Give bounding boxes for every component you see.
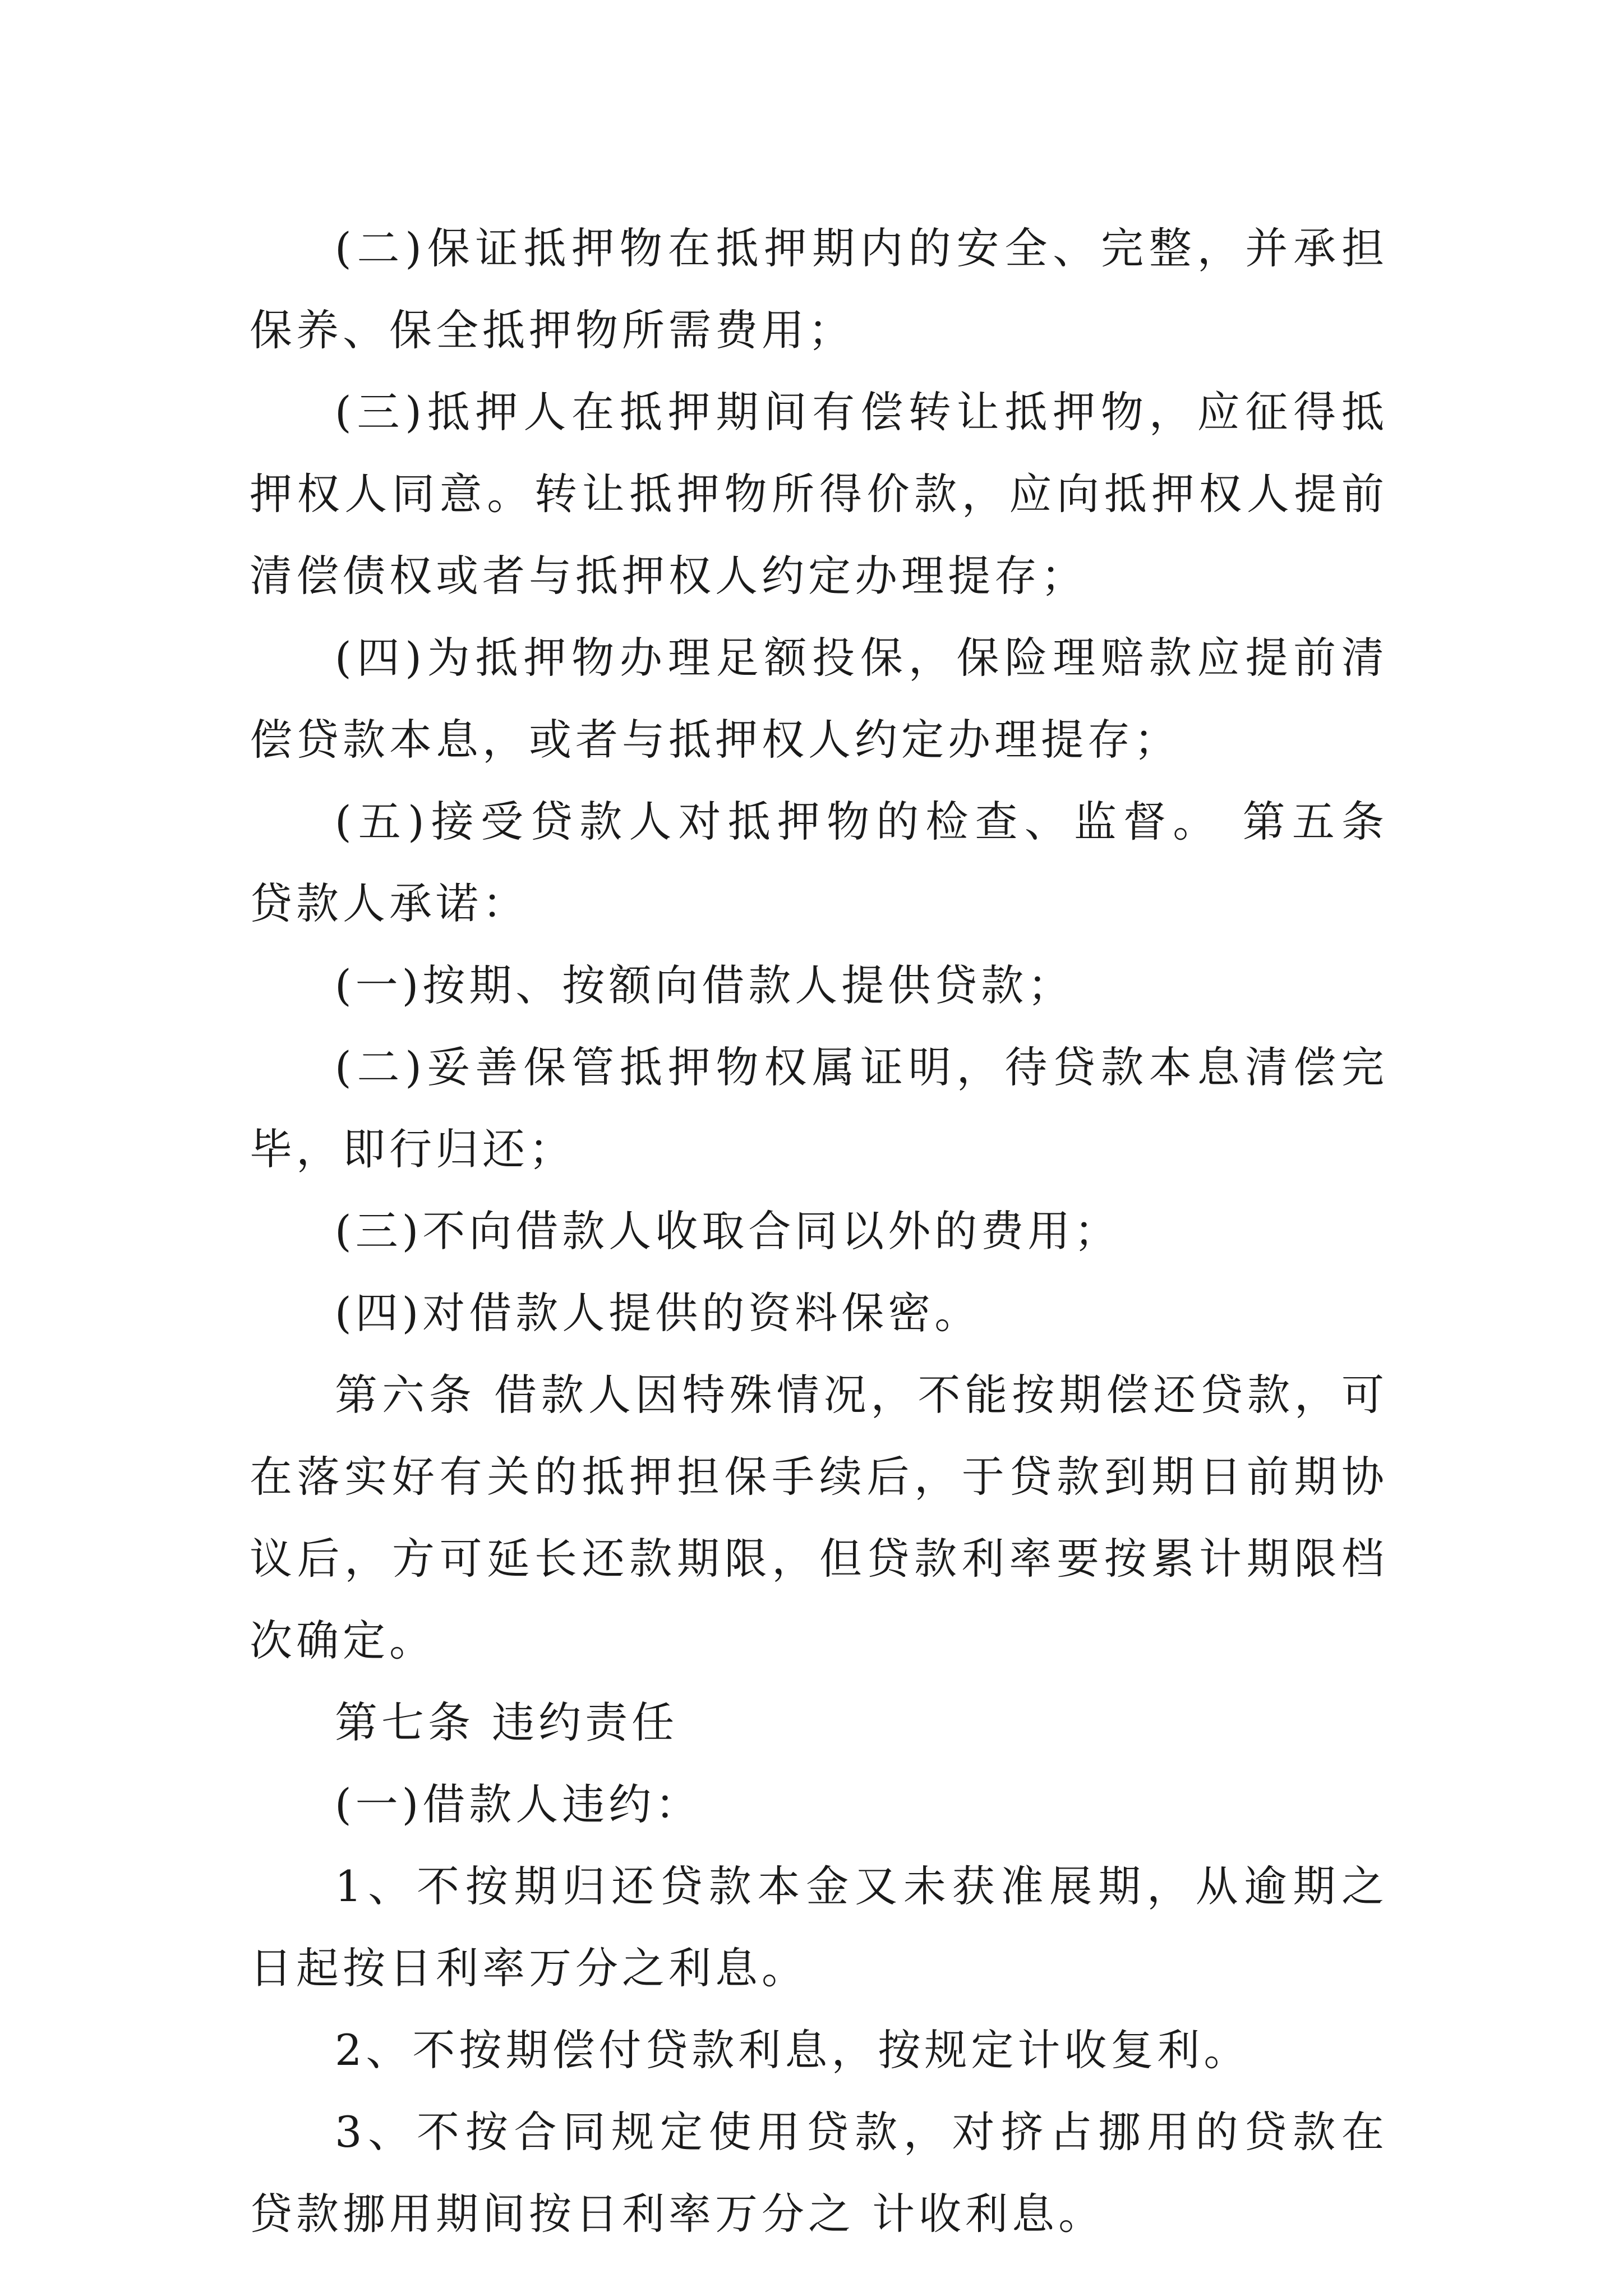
paragraph-article-7-clause-3: 3、不按合同规定使用贷款，对挤占挪用的贷款在贷款挪用期间按日利率万分之 计收利息。 xyxy=(250,2107,1388,2239)
paragraph-article-4-item-5: (五)接受贷款人对抵押物的检查、监督。 第五条 贷款人承诺： xyxy=(250,797,1388,928)
paragraph-article-7-clause-2: 2、不按期偿付贷款利息，按规定计收复利。 xyxy=(335,2025,1251,2075)
paragraph-article-5-item-3: (三)不向借款人收取合同以外的费用； xyxy=(335,1206,1121,1256)
paragraph-article-5-item-4: (四)对借款人提供的资料保密。 xyxy=(335,1288,981,1338)
heading-article-7: 第七条 违约责任 xyxy=(335,1697,679,1747)
paragraph-article-7-item-1: (一)借款人违约： xyxy=(335,1779,702,1829)
paragraph-article-6: 第六条 借款人因特殊情况，不能按期偿还贷款，可在落实好有关的抵押担保手续后，于贷款到期日前期协议后，方可延长还款期限，但贷款利率要按累计期限档次确定。 xyxy=(250,1370,1388,1665)
paragraph-article-4-item-2: (二)保证抵押物在抵押期内的安全、完整，并承担保养、保全抵押物所需费用； xyxy=(250,223,1388,355)
paragraph-article-5-item-1: (一)按期、按额向借款人提供贷款； xyxy=(335,960,1075,1010)
paragraph-article-7-clause-1: 1、不按期归还贷款本金又未获准展期，从逾期之日起按日利率万分之利息。 xyxy=(250,1861,1388,1993)
paragraph-article-4-item-3: (三)抵押人在抵押期间有偿转让抵押物，应征得抵押权人同意。转让抵押物所得价款，应向抵押权人提前清偿债权或者与抵押权人约定办理提存； xyxy=(250,387,1388,601)
document-page xyxy=(250,208,1388,2255)
paragraph-article-5-item-2: (二)妥善保管抵押物权属证明，待贷款本息清偿完毕，即行归还； xyxy=(250,1042,1388,1174)
paragraph-article-4-item-4: (四)为抵押物办理足额投保，保险理赔款应提前清偿贷款本息，或者与抵押权人约定办理提存； xyxy=(250,633,1388,765)
